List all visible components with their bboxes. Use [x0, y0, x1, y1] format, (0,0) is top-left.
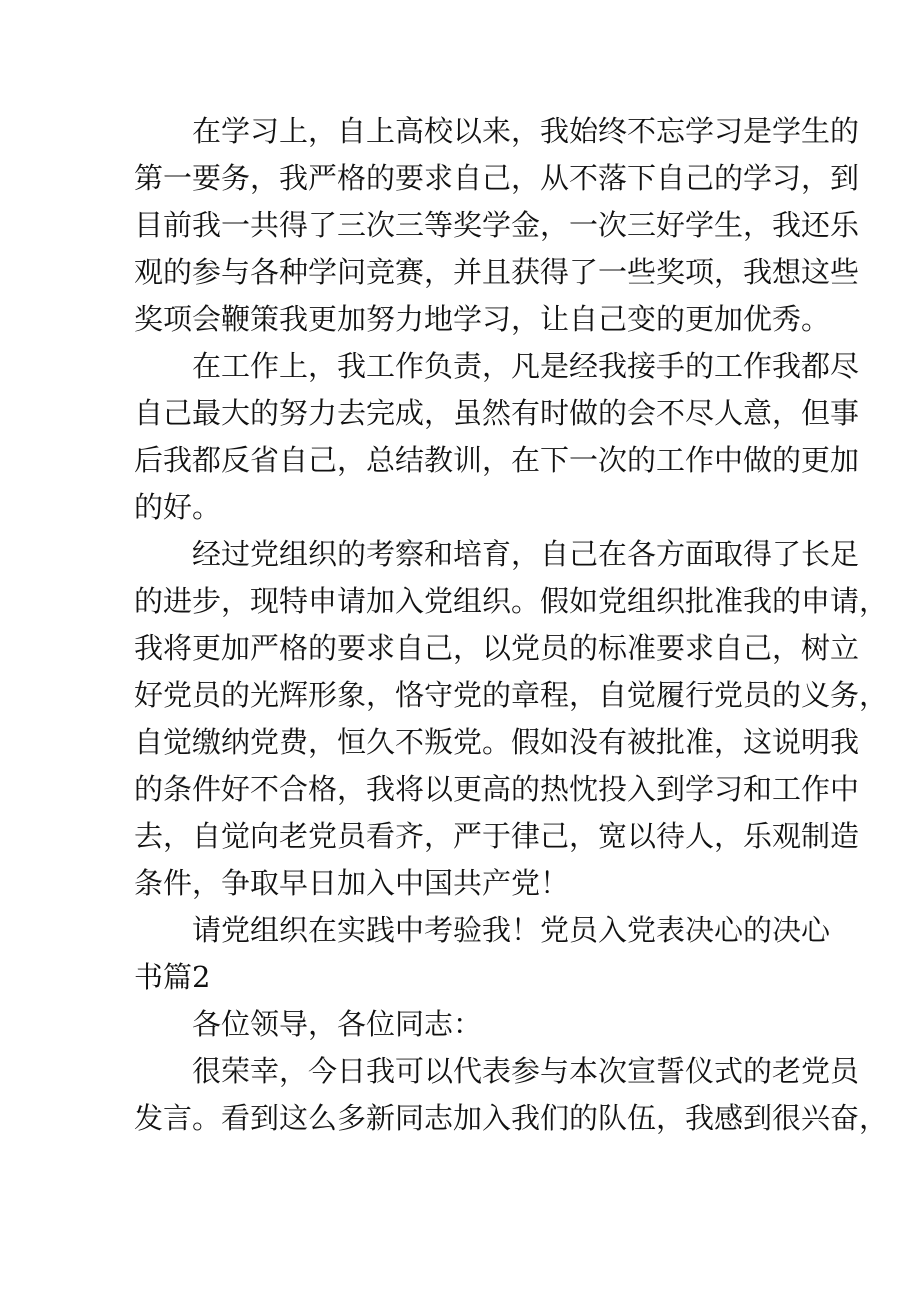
paragraph-line: 的条件好不合格，我将以更高的热忱投入到学习和工作中 [134, 772, 860, 806]
document-body [134, 108, 889, 1142]
paragraph-line: 自己最大的努力去完成，虽然有时做的会不尽人意，但事 [134, 396, 860, 430]
paragraph-line: 奖项会鞭策我更加努力地学习，让自己变的更加优秀。 [134, 302, 831, 336]
salutation-line: 各位领导，各位同志： [192, 1007, 483, 1041]
paragraph-line: 很荣幸，今日我可以代表参与本次宣誓仪式的老党员 [192, 1054, 860, 1088]
paragraph-line: 发言。看到这么多新同志加入我们的队伍，我感到很兴奋， [134, 1101, 889, 1135]
paragraph-line: 后我都反省自己，总结教训，在下一次的工作中做的更加 [134, 443, 860, 477]
paragraph-line: 在工作上，我工作负责，凡是经我接手的工作我都尽 [192, 349, 860, 383]
paragraph-line: 去，自觉向老党员看齐，严于律己，宽以待人，乐观制造 [134, 819, 860, 853]
paragraph-line: 在学习上，自上高校以来，我始终不忘学习是学生的 [192, 114, 860, 148]
paragraph-line: 第一要务，我严格的要求自己，从不落下自己的学习，到 [134, 161, 860, 195]
paragraph-line: 目前我一共得了三次三等奖学金，一次三好学生，我还乐 [134, 208, 860, 242]
paragraph-line: 条件，争取早日加入中国共产党！ [134, 866, 570, 900]
paragraph-line: 的好。 [134, 490, 222, 524]
paragraph-line: 经过党组织的考察和培育，自己在各方面取得了长足 [192, 537, 860, 571]
paragraph-line: 观的参与各种学问竞赛，并且获得了一些奖项，我想这些 [134, 255, 860, 289]
paragraph-line: 自觉缴纳党费，恒久不叛党。假如没有被批准，这说明我 [134, 725, 860, 759]
paragraph-line: 好党员的光辉形象，恪守党的章程，自觉履行党员的义务， [134, 678, 889, 712]
section-title-line: 书篇2 [134, 960, 211, 994]
paragraph-line: 我将更加严格的要求自己，以党员的标准要求自己，树立 [134, 631, 860, 665]
section-title-line: 请党组织在实践中考验我！党员入党表决心的决心 [192, 913, 831, 947]
paragraph-line: 的进步，现特申请加入党组织。假如党组织批准我的申请， [134, 584, 889, 618]
